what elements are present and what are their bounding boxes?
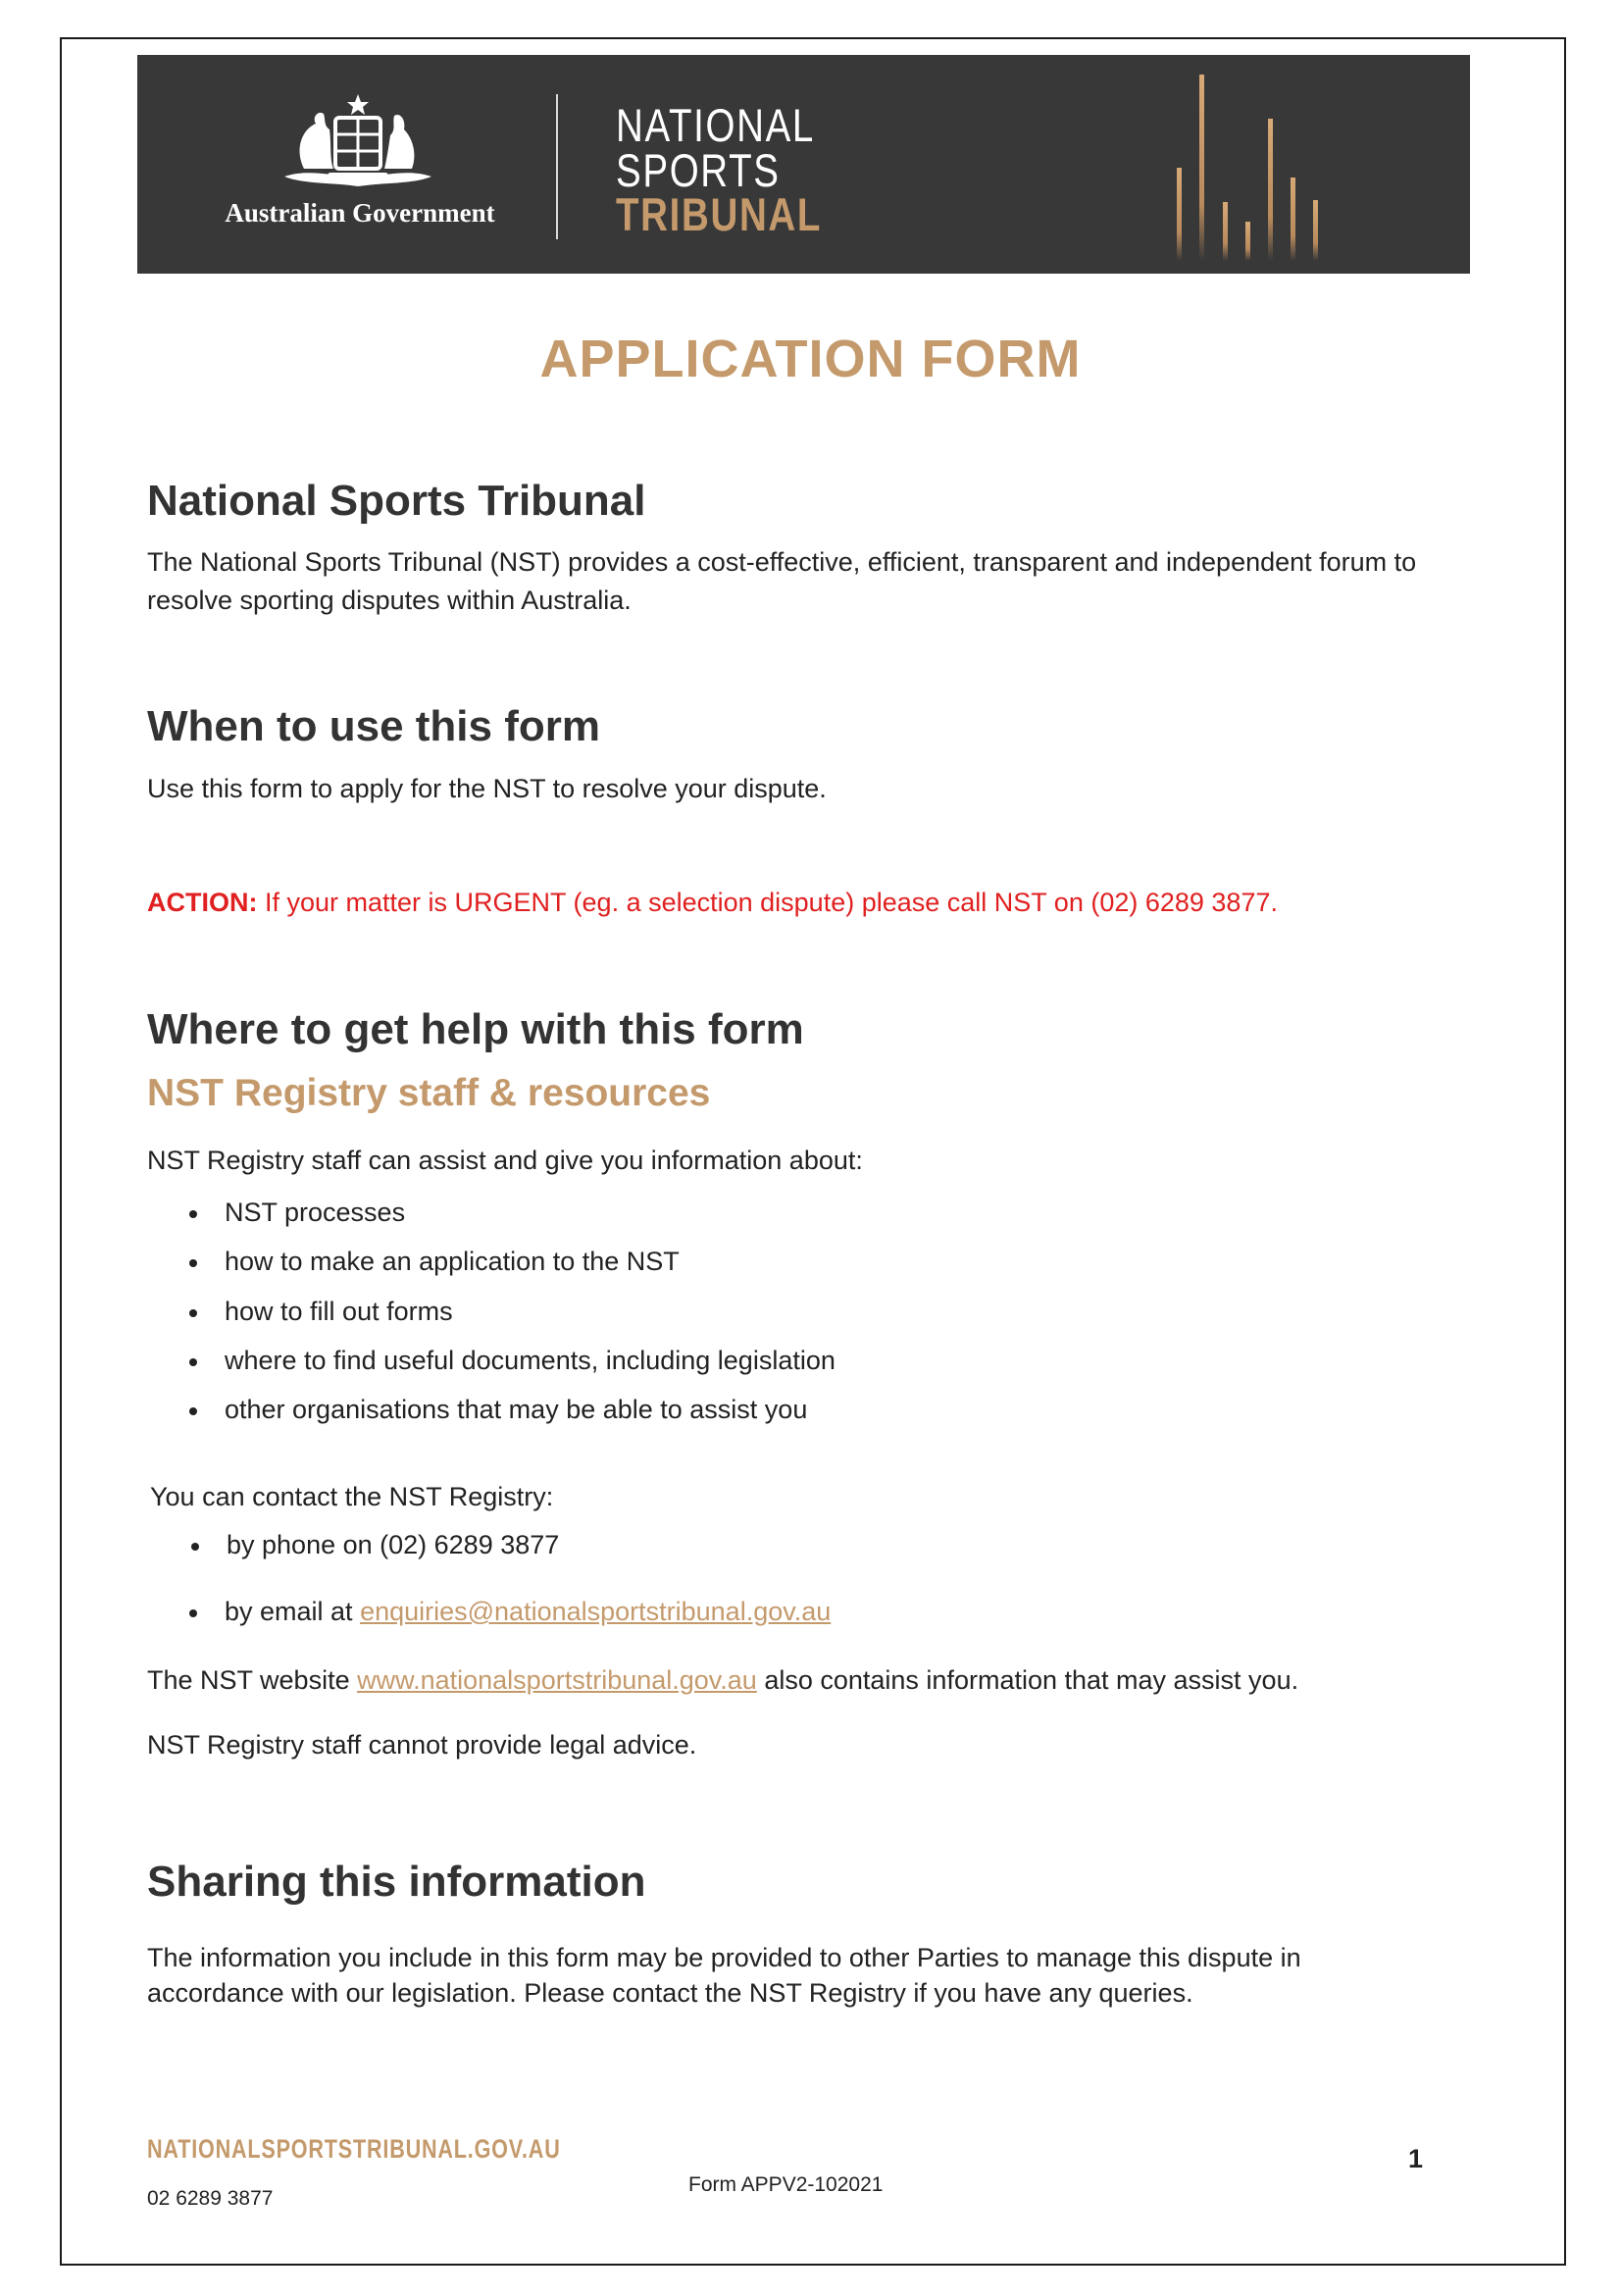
sharing-body-line-2: accordance with our legislation. Please contact the NST Registry if you have any queries. <box>147 1978 1193 2008</box>
list-item: NST processes <box>225 1198 405 1228</box>
contact-intro: You can contact the NST Registry: <box>150 1482 554 1511</box>
banner-divider <box>556 94 558 239</box>
heading-where-to-get-help: Where to get help with this form <box>147 1005 804 1053</box>
action-text: If your matter is URGENT (eg. a selection dispute) please call NST on (02) 6289 3877. <box>257 888 1278 917</box>
brand-national: NATIONAL <box>616 99 816 151</box>
website-note: The NST website www.nationalsportstribunal.gov.au also contains information that may assist you. <box>147 1665 1299 1695</box>
contact-email-item: by email at enquiries@nationalsportstribunal.gov.au <box>225 1597 831 1627</box>
website-link[interactable]: www.nationalsportstribunal.gov.au <box>357 1665 757 1695</box>
list-item: how to fill out forms <box>225 1297 453 1327</box>
nst-intro-line-2: resolve sporting disputes within Australia. <box>147 586 632 615</box>
sharing-body-line-1: The information you include in this form may be provided to other Parties to manage this dispute in <box>147 1943 1301 1972</box>
header-banner <box>137 55 1470 274</box>
contact-phone-item: by phone on (02) 6289 3877 <box>227 1530 559 1560</box>
form-title: APPLICATION FORM <box>539 330 1082 388</box>
email-link[interactable]: enquiries@nationalsportstribunal.gov.au <box>360 1597 832 1626</box>
coat-of-arms-icon <box>265 90 451 198</box>
heading-when-to-use: When to use this form <box>147 702 600 750</box>
when-body: Use this form to apply for the NST to resolve your dispute. <box>147 774 827 803</box>
list-item: other organisations that may be able to assist you <box>225 1395 807 1425</box>
subheading-registry-staff: NST Registry staff & resources <box>147 1072 711 1114</box>
page-number: 1 <box>1408 2144 1424 2173</box>
footer-website: NATIONALSPORTSTRIBUNAL.GOV.AU <box>147 2134 561 2164</box>
list-item: how to make an application to the NST <box>225 1247 680 1277</box>
footer-phone: 02 6289 3877 <box>147 2187 274 2210</box>
action-label: ACTION: <box>147 888 258 917</box>
footer-form-code: Form APPV2-102021 <box>688 2173 884 2196</box>
no-legal-advice-note: NST Registry staff cannot provide legal advice. <box>147 1730 697 1760</box>
brand-sports: SPORTS <box>616 144 781 196</box>
bar-graphic-icon <box>1172 75 1329 271</box>
help-intro: NST Registry staff can assist and give you information about: <box>147 1146 863 1175</box>
action-notice <box>147 888 1278 918</box>
heading-sharing-information: Sharing this information <box>147 1858 646 1906</box>
heading-national-sports-tribunal: National Sports Tribunal <box>147 477 646 525</box>
gov-label: Australian Government <box>225 198 495 228</box>
nst-intro-line-1: The National Sports Tribunal (NST) provides a cost-effective, efficient, transparent and independent forum to <box>147 547 1417 577</box>
list-item: where to find useful documents, including legislation <box>225 1346 836 1376</box>
brand-tribunal: TRIBUNAL <box>616 188 823 240</box>
